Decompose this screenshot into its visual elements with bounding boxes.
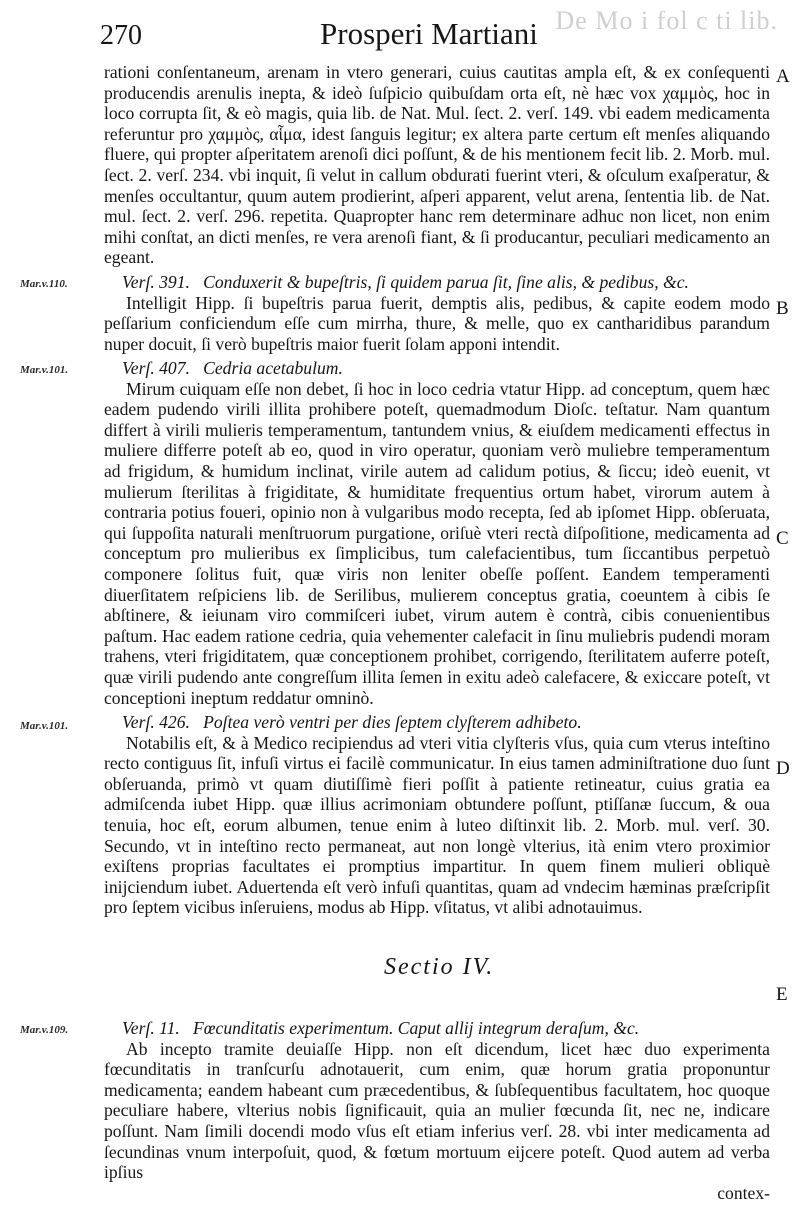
commentary-vers-391 [104, 272, 770, 354]
commentary-vers-11 [104, 1018, 770, 1203]
margin-letter-b: B [776, 298, 789, 319]
verse-lemma [104, 1018, 770, 1039]
margin-letter-e: E [776, 984, 788, 1005]
verse-label: Verſ. 426. [122, 712, 190, 732]
verse-lemma-text: Fœcunditatis experimentum. Caput allij integrum deraſum, &c. [193, 1018, 640, 1038]
sidenote-ref: Mar.v.101. [20, 364, 69, 376]
text-block-intro [104, 62, 770, 268]
paragraph: Intelligit Hipp. ſi bupeſtris parua fuerit, demptis alis, pedibus, & capite eodem modo peſſarium conficiendum eſſe cum mirrha, thure, & melle, quo ex cantharidibus parandum nuper docuit, ſi verò bupeſtris maior fuerit ſolam apponi intendit. [104, 292, 770, 354]
verse-lemma [104, 272, 770, 293]
paragraph: rationi conſentaneum, arenam in vtero generari, cuius cautitas ampla eſt, & ex conſequenti producendis arenulis inepta, & ideò ſuſpicio quibuſdam orta eſt, nè hæc vox χαμμὸς, hoc in loco corrupta ſit, & eò magis, quia lib. de Nat. Mul. ſect. 2. verſ. 149. vbi eadem medicamenta referuntur pro χαμμὸς, αἷμα, idest ſanguis legitur; ex altera parte certum eſt menſes aliquando fluere, qui propter aſperitatem arenoſi dici poſſunt, & de his mentionem fecit lib. 2. Morb. mul. ſect. 2. verſ. 234. vbi inquit, ſi velut in callum obdurati fuerint vteri, & oſculum exaſperatur, & menſes occultantur, quum autem prodierint, aſperi apparent, velut arena, ſententia lib. de Nat. mul. ſect. 2. verſ. 296. repetita. Quapropter hanc rem determinare adhuc non licet, non enim mihi conſtat, an dicti menſes, re vera arenoſi fiant, & ſi producantur, peculiari medicamento an egeant. [104, 62, 770, 268]
paragraph: Mirum cuiquam eſſe non debet, ſi hoc in loco cedria vtatur Hipp. ad conceptum, quem hæc eadem pudendo virili illita prohibere poteſt, quemadmodum Dioſc. teſtatur. Nam quantum differt à virili mulieris temperamentum, tantundem vnius, & eiuſdem medicamenti effectus in muliere differre poteſt ab eo, quod in viro operatur, quoniam verò muliebre temperamentum ad frigidum, & humidum inclinat, virile autem ad calidum potius, & ſiccu; ideò euenit, vt mulierum ſterilitas à frigiditate, & humiditate frequentius ortum habet, virorum autem à contraria potius foueri, opinio non à vulgaribus modo recepta, ſed ab ipſomet Hipp. obſeruata, qui ſuppoſita naturali menſtruorum purgatione, oriſuè vteri rectà diſpoſitione, medicamenta ad conceptum pro mulieribus ex ſimplicibus, tum calefacientibus, tum ſiccantibus perpetuò componere ſolitus fuit, quæ viris non leniter obeſſe poſſent. Eandem temperamenti diuerſitatem reſpiciens lib. de Serilibus, mulierem conceptus gratia, coeuntem à cibis ſe abſtinere, & ieiunam viro commiſceri iubet, virum autem è contrà, cibis conuenientibus paſtum. Hac eadem ratione cedria, quia vehementer calefacit in ſinu muliebris pudendi moram trahens, vteri frigiditatem, quæ conceptionem prohibet, corrigendo, ſterilitatem auferre poteſt, quæ virili pudendo ante congreſſum illita ſemen in exitu adeò calefacere, & exiccare poteſt, vt conceptioni ineptum reddatur omninò. [104, 378, 770, 708]
verse-lemma [104, 712, 770, 733]
paragraph: Ab incepto tramite deuiaſſe Hipp. non eſt dicendum, licet hæc duo experimenta fœcunditatis in tranſcurſu adnotauerit, cum enim, quæ horum gratia proponuntur medicamenta; eandem habeant cum præcedentibus, & ſubſequentibus facultatem, hoc quoque peculiare habere, vlterius nobis ſignificauit, quia an mulier fœcunda ſit, nec ne, indicare poſſunt. Nam ſimili docendi modo vſus eſt etiam inferius verſ. 28. vbi inter medicamenta ad ſecundinas vnum interpoſuit, quod, & fœtum mortuum eijcere poteſt. Quod autem ad verba ipſius [104, 1038, 770, 1183]
section-heading: Sectio IV. [384, 954, 495, 980]
bleed-through-title: De Mo i fol c ti lib. [555, 6, 778, 35]
page-number: 270 [100, 20, 142, 51]
sidenote-ref: Mar.v.110. [20, 278, 68, 290]
paragraph: Notabilis eſt, & à Medico recipiendus ad vteri vitia clyſteris vſus, quia cum vterus inteſtino recto contiguus ſit, infuſi virtus ei facilè communicatur. In eius tamen adminiſtratione duo ſunt obſeruanda, primò vt quam diutiſſimè fieri poſſit à patiente retineatur, cuius gratia ea admiſcenda iubet Hipp. quæ illius acrimoniam obtundere poſſunt, ptiſſanæ ſuccum, & oua tenuia, hoc eſt, eorum albumen, tenue enim à luteo diſtinxit lib. 2. Morb. mul. verſ. 30. Secundo, vt in inteſtino recto permaneat, aut non longè vlterius, ità enim vtero proximior exiſtens proprias facultates ei promptius impartitur. In quem finem mulieri obliquè inijciendum iubet. Aduertenda eſt verò infuſi quantitas, quam ad vndecim hæminas præſcripſit pro ſeptem vicibus inſeruiens, modus ab Hipp. vſitatus, vt alibi adnotauimus. [104, 732, 770, 918]
commentary-vers-407 [104, 358, 770, 708]
commentary-vers-426 [104, 712, 770, 918]
verse-lemma [104, 358, 770, 379]
verse-label: Verſ. 11. [122, 1018, 180, 1038]
margin-letter-a: A [776, 66, 790, 87]
margin-letter-d: D [776, 758, 790, 779]
catchword: contex- [717, 1182, 770, 1203]
verse-label: Verſ. 407. [122, 358, 190, 378]
sidenote-ref: Mar.v.101. [20, 720, 69, 732]
verse-lemma-text: Conduxerit & bupeſtris, ſi quidem parua ſit, ſine alis, & pedibus, &c. [203, 272, 689, 292]
running-title: Prosperi Martiani [320, 16, 538, 51]
sidenote-ref: Mar.v.109. [20, 1024, 69, 1036]
verse-label: Verſ. 391. [122, 272, 190, 292]
verse-lemma-text: Cedria acetabulum. [203, 358, 343, 378]
verse-lemma-text: Poſtea verò ventri per dies ſeptem clyſterem adhibeto. [203, 712, 582, 732]
margin-letter-c: C [776, 528, 789, 549]
